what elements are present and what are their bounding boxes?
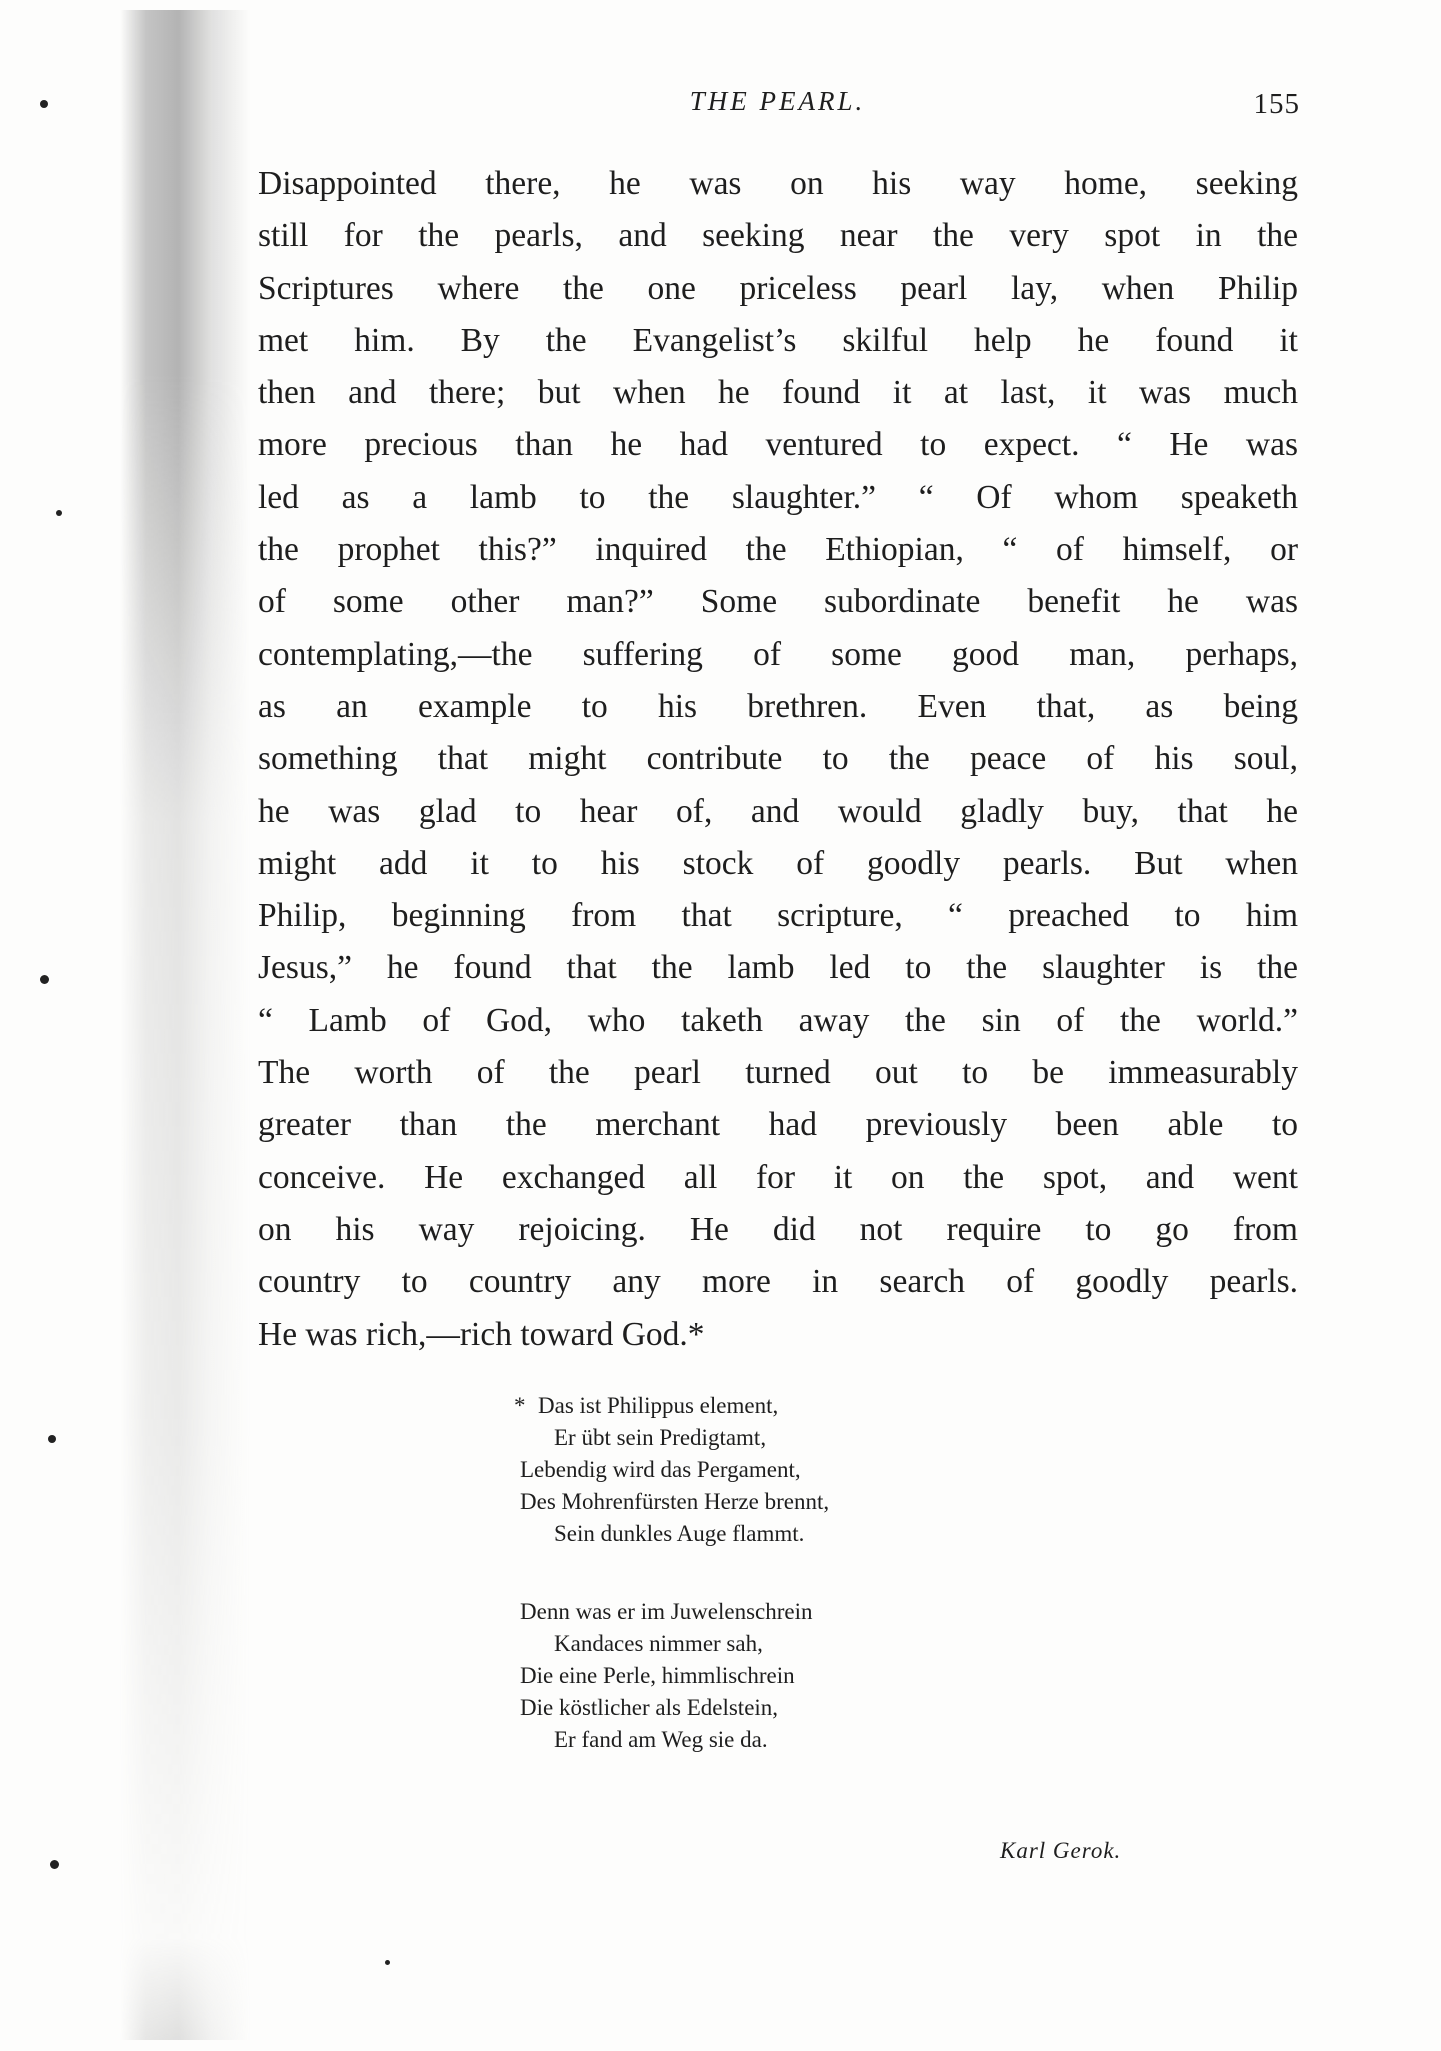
poem-line-text: Das ist Philippus element, [538, 1393, 779, 1418]
body-line: Scriptures where the one priceless pearl lay, when Philip [258, 269, 1298, 307]
scan-gutter-shadow [120, 10, 250, 2040]
body-line: Jesus,” he found that the lamb led to the slaughter is the [258, 949, 1298, 987]
footnote-marker: * [514, 1393, 526, 1418]
body-line: of some other man?” Some subordinate benefit he was [258, 583, 1298, 621]
poem-line [514, 1390, 1120, 1422]
body-line: Philip, beginning from that scripture, “ preached to him [258, 897, 1298, 935]
body-line: the prophet this?” inquired the Ethiopian, “ of himself, or [258, 531, 1298, 569]
body-line: Disappointed there, he was on his way home, seeking [258, 165, 1298, 202]
poem-stanza [520, 1596, 1120, 1756]
scan-speck [56, 510, 62, 516]
body-line: met him. By the Evangelist’s skilful help he found it [258, 321, 1298, 359]
poem-line: Sein dunkles Auge flammt. [554, 1521, 805, 1546]
poem-line: Er fand am Weg sie da. [554, 1727, 768, 1752]
body-paragraph [258, 158, 1298, 1361]
poem-line: Die eine Perle, himmlischrein [520, 1663, 795, 1688]
scan-speck [40, 100, 48, 108]
poem-line: Die köstlicher als Edelstein, [520, 1695, 779, 1720]
body-line: then and there; but when he found it at last, it was much [258, 374, 1298, 412]
page-number: 155 [1253, 88, 1300, 120]
body-line: as an example to his brethren. Even that, as being [258, 687, 1298, 725]
body-line: greater than the merchant had previously been able to [258, 1106, 1298, 1144]
poem-attribution: Karl Gerok. [1000, 1838, 1122, 1863]
scan-speck [385, 1960, 390, 1965]
body-line: “ Lamb of God, who taketh away the sin of the world.” [258, 1001, 1298, 1039]
poem-line: Lebendig wird das Pergament, [520, 1457, 801, 1482]
scan-speck [48, 1435, 56, 1443]
body-line: contemplating,—the suffering of some good man, perhaps, [258, 635, 1298, 673]
poem-line: Kandaces nimmer sah, [554, 1631, 763, 1656]
body-line: The worth of the pearl turned out to be immeasurably [258, 1054, 1298, 1092]
scan-speck [50, 1860, 59, 1869]
chapter-title: THE PEARL. [689, 86, 866, 116]
footnote-poem [514, 1390, 1120, 1802]
body-line: more precious than he had ventured to expect. “ He was [258, 426, 1298, 464]
poem-line: Des Mohrenfürsten Herze brennt, [520, 1489, 830, 1514]
body-line: led as a lamb to the slaughter.” “ Of whom speaketh [258, 478, 1298, 516]
body-line: on his way rejoicing. He did not require to go from [258, 1210, 1298, 1248]
body-line: might add it to his stock of goodly pearls. But when [258, 844, 1298, 882]
poem-line: Denn was er im Juwelenschrein [520, 1599, 813, 1624]
scan-speck [40, 975, 49, 984]
body-line: conceive. He exchanged all for it on the spot, and went [258, 1158, 1298, 1196]
body-line: he was glad to hear of, and would gladly buy, that he [258, 792, 1298, 830]
body-line: still for the pearls, and seeking near the very spot in the [258, 217, 1298, 255]
body-line: something that might contribute to the peace of his soul, [258, 740, 1298, 778]
poem-stanza [514, 1390, 1120, 1550]
body-line: country to country any more in search of goodly pearls. [258, 1263, 1298, 1301]
body-line: He was rich,—rich toward God.* [258, 1315, 705, 1353]
running-head [255, 80, 1300, 128]
poem-line: Er übt sein Predigtamt, [554, 1425, 767, 1450]
